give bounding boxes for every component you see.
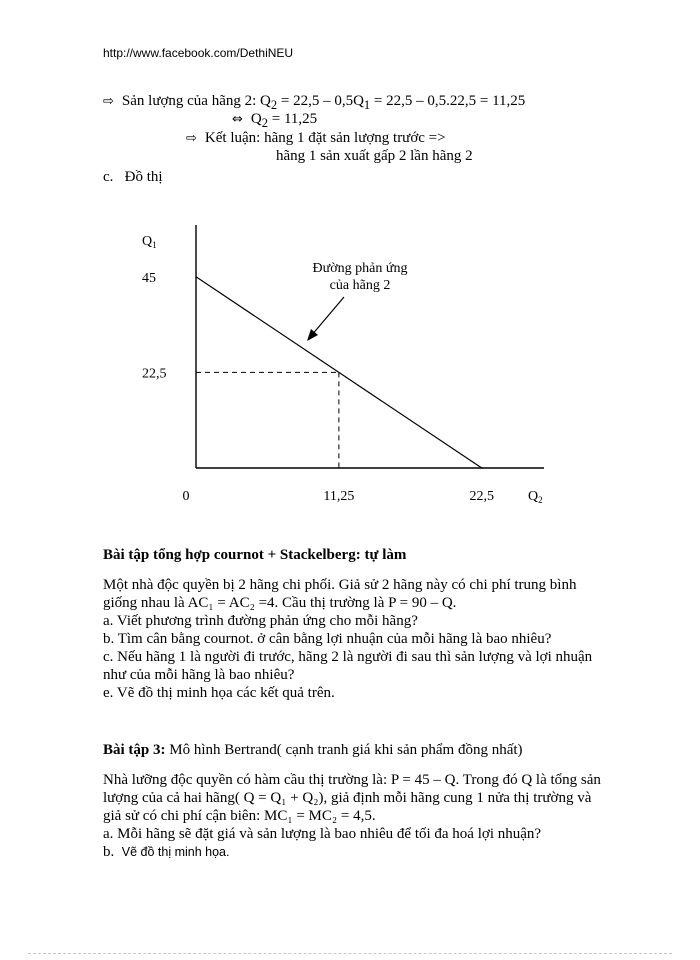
y-axis-label: $Q_1$ [142,234,157,250]
x-tick-label: 22,5 [469,489,494,504]
header-url: http://www.facebook.com/DethiNEU [103,46,294,60]
conclusion-line-2: hãng 1 sản xuất gấp 2 lần hãng 2 [276,148,473,164]
exercise3-body [103,771,603,861]
reaction-curve-chart [130,225,560,510]
x-axis-label: $Q_2$ [528,489,543,505]
summary-exercise-title: Bài tập tổng hợp cournot + Stackelberg: tự làm [103,547,407,563]
conclusion-line-1: ⇨ Kết luận: hãng 1 đặt sản lượng trước => [186,130,446,146]
x-tick-label: 0 [182,489,190,504]
summary-intro: Một nhà độc quyền bị 2 hãng chi phối. Giả sử 2 hãng này có chi phí trung bình giống nhau là AC₁ = AC₂ =4. Cầu thị trường là P = 90 – Q. [103,577,577,611]
solution-line-2: ⇔ $Q_2 = 11,25$ [232,111,318,130]
annotation-line-1: Đường phản ứng [312,261,408,276]
x-tick-label: 11,25 [323,489,355,504]
annotation-line-2: của hãng 2 [329,278,391,293]
exercise3-item-b: b. Vẽ đồ thị minh họa. [103,844,230,860]
right-arrow-icon: ⇨ [103,94,114,109]
summary-item-b: b. Tìm cân bằng cournot. ở cân bằng lợi nhuận của mỗi hãng là bao nhiêu? [103,631,552,647]
summary-item-c: c. Nếu hãng 1 là người đi trước, hãng 2 là người đi sau thì sản lượng và lợi nhuận như của mỗi hãng là bao nhiêu? [103,649,593,683]
solution-line-1: ⇨ Sản lượng của hãng 2: $Q_2 = 22,5 - 0,5Q_1 = 22,5 - 0,5.22,5 = 11,25$ [103,93,526,112]
right-arrow-icon: ⇨ [186,131,197,146]
double-arrow-icon: ⇔ [232,112,243,127]
exercise3-intro: Nhà lưỡng độc quyền có hàm cầu thị trường là: P = 45 – Q. Trong đó Q là tổng sản lượng của cả hai hãng( Q = Q₁ + Q₂), giả định mỗi hãng cung 1 nửa thị trường và giả sử có chi phí cận biên: MC₁ = MC₂ = 4,5. [103,772,601,824]
exercise3-item-a: a. Mỗi hãng sẽ đặt giá và sản lượng là bao nhiêu để tối đa hoá lợi nhuận? [103,826,542,842]
exercise3-title: Bài tập 3: Mô hình Bertrand( cạnh tranh giá khi sản phẩm đồng nhất) [103,742,523,758]
arrow-head-icon [307,329,318,341]
y-tick-label: 45 [142,270,156,286]
summary-item-a: a. Viết phương trình đường phản ứng cho mỗi hãng? [103,613,418,629]
page-bottom-divider [28,953,672,954]
section-c-heading: c. Đồ thị [103,169,163,185]
y-tick-label: 22,5 [142,366,167,382]
summary-exercise-body [103,576,603,702]
annotation-arrow [311,297,344,336]
summary-item-e: e. Vẽ đồ thị minh họa các kết quả trên. [103,685,335,701]
